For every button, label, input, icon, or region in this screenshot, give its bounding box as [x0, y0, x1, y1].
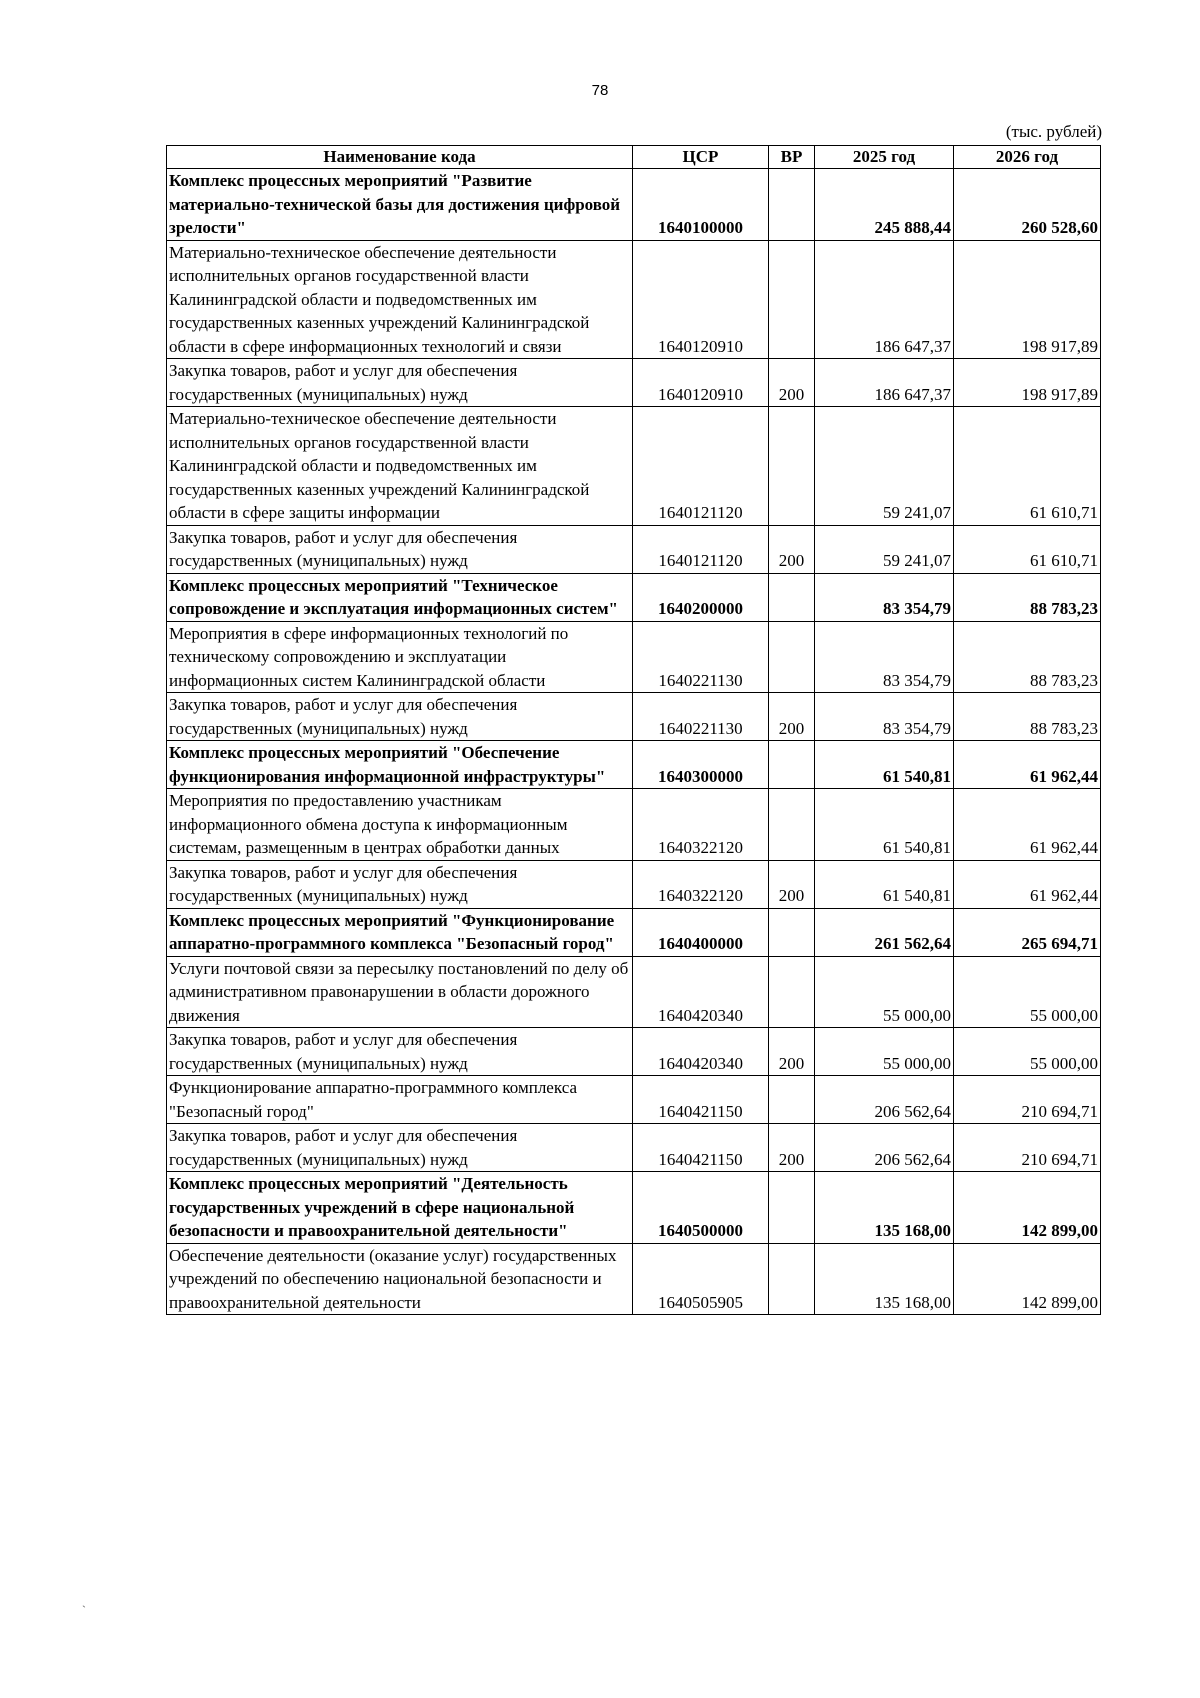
cell-2025: 59 241,07: [815, 407, 954, 526]
cell-csr: 1640322120: [633, 860, 769, 908]
cell-2025: 135 168,00: [815, 1172, 954, 1244]
cell-2026: 61 610,71: [954, 525, 1101, 573]
header-vr: ВР: [769, 146, 815, 169]
cell-2026: 260 528,60: [954, 169, 1101, 241]
table-header: [167, 146, 1101, 169]
cell-csr: 1640120910: [633, 240, 769, 359]
cell-2025: 61 540,81: [815, 860, 954, 908]
table-row-complex: [167, 1172, 1101, 1244]
table-row: [167, 1028, 1101, 1076]
cell-2026: 55 000,00: [954, 956, 1101, 1028]
cell-vr: [769, 789, 815, 861]
cell-2025: 135 168,00: [815, 1243, 954, 1315]
cell-2026: 210 694,71: [954, 1076, 1101, 1124]
table-row: [167, 789, 1101, 861]
table-row: [167, 1124, 1101, 1172]
cell-vr: [769, 741, 815, 789]
cell-name: Закупка товаров, работ и услуг для обеспечения государственных (муниципальных) нужд: [167, 860, 633, 908]
cell-2026: 61 610,71: [954, 407, 1101, 526]
cell-2025: 55 000,00: [815, 956, 954, 1028]
cell-2026: 61 962,44: [954, 860, 1101, 908]
cell-name: Комплекс процессных мероприятий "Деятельность государственных учреждений в сфере национальной безопасности и правоохранительной деятельности": [167, 1172, 633, 1244]
cell-2025: 61 540,81: [815, 741, 954, 789]
cell-name: Комплекс процессных мероприятий "Техническое сопровождение и эксплуатация информационных систем": [167, 573, 633, 621]
header-row: [167, 146, 1101, 169]
cell-csr: 1640121120: [633, 407, 769, 526]
cell-2025: 83 354,79: [815, 573, 954, 621]
cell-vr: [769, 240, 815, 359]
cell-2026: 88 783,23: [954, 573, 1101, 621]
cell-name: Мероприятия по предоставлению участникам информационного обмена доступа к информационным системам, размещенным в центрах обработки данных: [167, 789, 633, 861]
cell-vr: [769, 1172, 815, 1244]
cell-csr: 1640200000: [633, 573, 769, 621]
cell-name: Комплекс процессных мероприятий "Функционирование аппаратно-программного комплекса "Безопасный город": [167, 908, 633, 956]
cell-2025: 83 354,79: [815, 621, 954, 693]
cell-vr: 200: [769, 1124, 815, 1172]
cell-2025: 186 647,37: [815, 359, 954, 407]
cell-vr: 200: [769, 1028, 815, 1076]
cell-2026: 88 783,23: [954, 621, 1101, 693]
table-row: [167, 525, 1101, 573]
table-row-complex: [167, 573, 1101, 621]
cell-2026: 142 899,00: [954, 1243, 1101, 1315]
table-row: [167, 621, 1101, 693]
table-row: [167, 1243, 1101, 1315]
cell-2026: 61 962,44: [954, 741, 1101, 789]
cell-vr: [769, 908, 815, 956]
header-csr: ЦСР: [633, 146, 769, 169]
cell-name: Закупка товаров, работ и услуг для обеспечения государственных (муниципальных) нужд: [167, 1124, 633, 1172]
cell-vr: 200: [769, 860, 815, 908]
cell-csr: 1640500000: [633, 1172, 769, 1244]
cell-csr: 1640121120: [633, 525, 769, 573]
cell-2025: 61 540,81: [815, 789, 954, 861]
units-label: (тыс. рублей): [1005, 122, 1102, 141]
header-name: Наименование кода: [167, 146, 633, 169]
cell-vr: [769, 621, 815, 693]
cell-2025: 245 888,44: [815, 169, 954, 241]
table-row: [167, 359, 1101, 407]
cell-vr: 200: [769, 525, 815, 573]
cell-vr: [769, 573, 815, 621]
cell-2025: 261 562,64: [815, 908, 954, 956]
cell-vr: 200: [769, 693, 815, 741]
scan-mark: `: [82, 1603, 86, 1617]
cell-name: Комплекс процессных мероприятий "Обеспечение функционирования информационной инфраструктуры": [167, 741, 633, 789]
table-row: [167, 956, 1101, 1028]
cell-name: Комплекс процессных мероприятий "Развитие материально-технической базы для достижения цифровой зрелости": [167, 169, 633, 241]
cell-csr: 1640420340: [633, 956, 769, 1028]
cell-csr: 1640300000: [633, 741, 769, 789]
cell-2025: 206 562,64: [815, 1076, 954, 1124]
cell-name: Материально-техническое обеспечение деятельности исполнительных органов государственной власти Калининградской области и подведомственных им государственных казенных учреждений Калининградской области в сфере защиты информации: [167, 407, 633, 526]
cell-name: Закупка товаров, работ и услуг для обеспечения государственных (муниципальных) нужд: [167, 359, 633, 407]
cell-2025: 186 647,37: [815, 240, 954, 359]
cell-2026: 210 694,71: [954, 1124, 1101, 1172]
cell-csr: 1640100000: [633, 169, 769, 241]
cell-2026: 61 962,44: [954, 789, 1101, 861]
cell-csr: 1640221130: [633, 693, 769, 741]
header-2026: 2026 год: [954, 146, 1101, 169]
cell-csr: 1640421150: [633, 1124, 769, 1172]
cell-vr: [769, 1076, 815, 1124]
cell-vr: [769, 956, 815, 1028]
cell-name: Обеспечение деятельности (оказание услуг) государственных учреждений по обеспечению национальной безопасности и правоохранительной деятельности: [167, 1243, 633, 1315]
table-row: [167, 860, 1101, 908]
cell-csr: 1640420340: [633, 1028, 769, 1076]
cell-csr: 1640505905: [633, 1243, 769, 1315]
cell-2026: 88 783,23: [954, 693, 1101, 741]
cell-vr: 200: [769, 359, 815, 407]
cell-name: Функционирование аппаратно-программного комплекса "Безопасный город": [167, 1076, 633, 1124]
cell-name: Закупка товаров, работ и услуг для обеспечения государственных (муниципальных) нужд: [167, 693, 633, 741]
table-row-complex: [167, 908, 1101, 956]
cell-csr: 1640400000: [633, 908, 769, 956]
cell-2025: 55 000,00: [815, 1028, 954, 1076]
table-row-complex: [167, 741, 1101, 789]
table-row: [167, 240, 1101, 359]
budget-table: [166, 145, 1101, 1315]
table-body: [167, 169, 1101, 1315]
cell-2025: 206 562,64: [815, 1124, 954, 1172]
table-row: [167, 1076, 1101, 1124]
cell-2026: 142 899,00: [954, 1172, 1101, 1244]
cell-csr: 1640221130: [633, 621, 769, 693]
cell-vr: [769, 1243, 815, 1315]
table-row-complex: [167, 169, 1101, 241]
cell-name: Мероприятия в сфере информационных технологий по техническому сопровождению и эксплуатации информационных систем Калининградской области: [167, 621, 633, 693]
cell-name: Материально-техническое обеспечение деятельности исполнительных органов государственной власти Калининградской области и подведомственных им государственных казенных учреждений Калининградской области в сфере информационных технологий и связи: [167, 240, 633, 359]
page-number: 78: [591, 82, 609, 99]
cell-2026: 198 917,89: [954, 359, 1101, 407]
table-row: [167, 407, 1101, 526]
cell-vr: [769, 407, 815, 526]
cell-name: Закупка товаров, работ и услуг для обеспечения государственных (муниципальных) нужд: [167, 525, 633, 573]
cell-vr: [769, 169, 815, 241]
cell-2025: 83 354,79: [815, 693, 954, 741]
header-2025: 2025 год: [815, 146, 954, 169]
cell-2026: 265 694,71: [954, 908, 1101, 956]
cell-name: Закупка товаров, работ и услуг для обеспечения государственных (муниципальных) нужд: [167, 1028, 633, 1076]
cell-csr: 1640120910: [633, 359, 769, 407]
cell-csr: 1640322120: [633, 789, 769, 861]
cell-csr: 1640421150: [633, 1076, 769, 1124]
table-row: [167, 693, 1101, 741]
cell-2025: 59 241,07: [815, 525, 954, 573]
cell-2026: 55 000,00: [954, 1028, 1101, 1076]
cell-2026: 198 917,89: [954, 240, 1101, 359]
cell-name: Услуги почтовой связи за пересылку постановлений по делу об административном правонарушении в области дорожного движения: [167, 956, 633, 1028]
